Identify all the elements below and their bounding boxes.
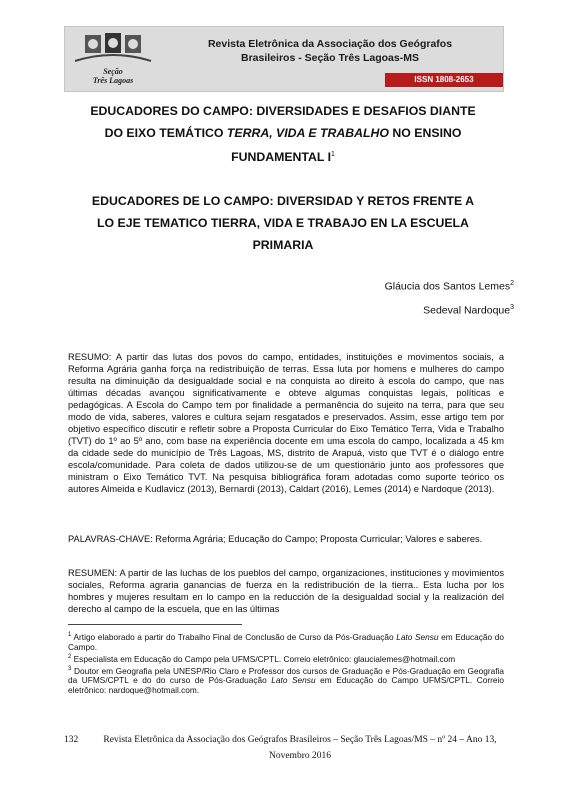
keywords-pt: PALAVRAS-CHAVE: Reforma Agrária; Educação do Campo; Proposta Curricular; Valores e saberes. xyxy=(68,534,483,544)
journal-header xyxy=(64,26,504,92)
footnote-divider xyxy=(68,624,242,625)
journal-title-line1: Revista Eletrônica da Associação dos Geógrafos xyxy=(207,38,453,50)
title-pt-line3: FUNDAMENTAL $I^1$ xyxy=(231,150,335,165)
footnote-3: $^3$ Doutor em Geografia pela UNESP/Rio Claro e Professor dos cursos de Graduação e Pós-Graduação em Geografia da UFMS/CPTL e do do curso de Pós-Graduação Lato Sensu em Educação do Campo UFMS/CPTL. Correio eletrônico: nardoque@hotmail.com. xyxy=(68,665,504,696)
issn-badge: ISSN 1808-2653 xyxy=(385,73,503,87)
footer-citation: Revista Eletrônica da Associação dos Geógrafos Brasileiros – Seção Três Lagoas/MS – nº 24 – Ano 13, Novembro 2016 xyxy=(103,735,497,761)
abstract-pt: RESUMO: A partir das lutas dos povos do campo, entidades, instituições e movimentos sociais, a Reforma Agrária ganha força na redistribuição de terras. Essa luta por homens e mulheres do campo resulta na diminuição da desigualdade social e na conquista ao direito à escola do campo, que nas últimas décadas avançou significativamente e obteve algumas conquistas legais, políticas e pedagógicas. A Escola do Campo tem por finalidade a permanência do sujeito na terra, para que seu modo de vida, saberes, valores e cultura sejam resgatados e preservados. Assim, esse artigo tem por objetivo específico discutir e refletir sobre a Proposta Curricular do Eixo Temático Terra, Vida e Trabalho (TVT) do 1º ao 5º ano, com base na experiência docente em uma escola do campo, localizada a 45 km da cidade sede do município de Três Lagoas, MS, distrito de Arapuá, visto que TVT é o diálogo entre escola/comunidade. Para coleta de dados utilizou-se de um questionário junto aos professores que ministram o Eixo Temático TVT. Na pesquisa bibliográfica foram adotadas como suporte teórico os autores Almeida e Kudlavicz (2013), Bernardi (2013), Caldart (2016), Lemes (2014) e Nardoque (2013). xyxy=(68,352,504,494)
footnote-2: $^2$ Especialista em Educação do Campo pela UFMS/CPTL. Correio eletrônico: glaucialemes@hotmail.com xyxy=(68,653,456,664)
abstract-es: RESUMEN: A partir de las luchas de los pueblos del campo, organizaciones, instituciones y movimientos sociales, Reforma agraria ganancias de fuerza en la redistribución de la tierra.. Esta lucha por los hombres y mujeres resultam en lo campo en la reducción de la desigualdad social y la realización del derecho al campo de la escuela, que en las últimas xyxy=(68,568,504,614)
footnotes xyxy=(68,630,504,695)
footnote-1: $^1$ Artigo elaborado a partir do Trabalho Final de Conclusão de Curso da Pós-Graduação Lato Sensu em Educação do Campo. xyxy=(68,631,504,652)
page-number: 132 xyxy=(64,735,79,745)
article-title-pt xyxy=(60,100,506,168)
footnote-ref[interactable]: 1 xyxy=(331,151,335,158)
title-pt-line2: DO EIXO TEMÁTICO TERRA, VIDA E TRABALHO NO ENSINO xyxy=(104,126,462,140)
footnote-ref[interactable]: 2 xyxy=(510,280,514,287)
title-pt-line1: EDUCADORES DO CAMPO: DIVERSIDADES E DESAFIOS DIANTE xyxy=(90,104,476,118)
author-1: Gláucia dos Santos Lemes$^2$ xyxy=(384,280,514,293)
title-es-line3: PRIMARIA xyxy=(252,238,314,252)
title-es-line1: EDUCADORES DE LO CAMPO: DIVERSIDAD Y RETOS FRENTE A xyxy=(91,194,475,208)
journal-title-line2: Brasileiros - Seção Três Lagoas-MS xyxy=(241,52,419,64)
title-es-line2: LO EJE TEMATICO TIERRA, VIDA E TRABAJO EN LA ESCUELA xyxy=(97,216,469,230)
agb-logo-icon xyxy=(71,31,155,67)
journal-title xyxy=(165,37,495,65)
logo-text-section: Seção xyxy=(103,67,123,76)
author-2: Sedeval Nardoque$^3$ xyxy=(423,304,514,317)
article-title-es xyxy=(60,190,506,256)
logo-text-city: Três Lagoas xyxy=(92,76,134,85)
journal-logo xyxy=(71,31,155,87)
footnote-ref[interactable]: 3 xyxy=(510,304,514,311)
